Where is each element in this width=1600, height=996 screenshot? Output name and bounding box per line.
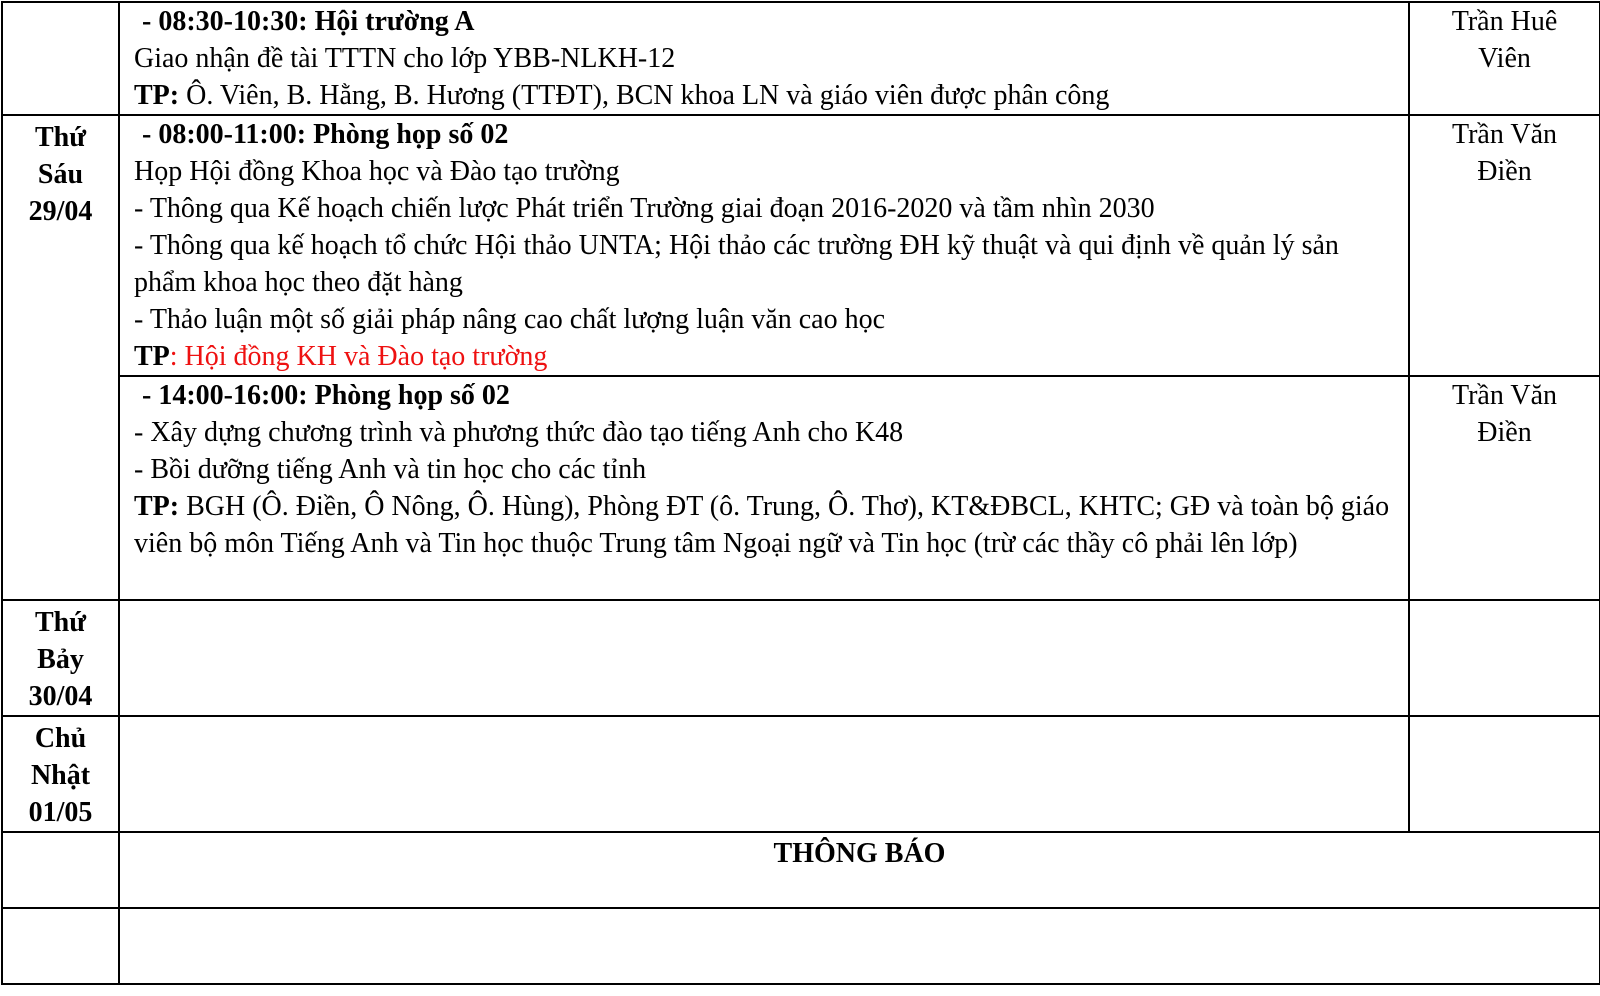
presider-line: Trần Văn	[1451, 380, 1557, 411]
schedule-table	[1, 1, 1600, 985]
schedule-row-saturday	[2, 600, 1600, 716]
event-line: Họp Hội đồng Khoa học và Đào tạo trường	[134, 156, 620, 187]
day-cell-saturday	[2, 600, 119, 716]
day-date: 29/04	[28, 196, 93, 227]
presider-cell	[1409, 2, 1600, 115]
notice-body-row	[2, 908, 1600, 984]
event-time: - 08:30-10:30: Hội trường A	[142, 6, 475, 37]
day-name: Thứ	[34, 122, 87, 153]
schedule-row-2	[2, 115, 1600, 376]
event-line: Giao nhận đề tài TTTN cho lớp YBB-NLKH-12	[134, 43, 676, 74]
notice-title: THÔNG BÁO	[119, 832, 1600, 908]
event-time: - 08:00-11:00: Phòng họp số 02	[142, 119, 509, 150]
day-cell-empty	[2, 2, 119, 115]
event-participants	[134, 338, 1396, 375]
event-line: - Xây dựng chương trình và phương thức đào tạo tiếng Anh cho K48	[134, 417, 904, 448]
notice-day-cell-empty	[2, 908, 119, 984]
notice-header-row	[2, 832, 1600, 908]
event-participants	[134, 488, 1396, 562]
notice-day-cell-empty	[2, 832, 119, 908]
schedule-row-1	[2, 2, 1600, 115]
day-date: 30/04	[28, 681, 93, 712]
schedule-row-sunday	[2, 716, 1600, 832]
event-cell	[119, 115, 1409, 376]
event-line: - Thông qua Kế hoạch chiến lược Phát triển Trường giai đoạn 2016-2020 và tầm nhìn 2030	[134, 193, 1155, 224]
presider-cell-empty	[1409, 716, 1600, 832]
event-cell-empty	[119, 600, 1409, 716]
tp-label: TP	[134, 341, 170, 372]
tp-label: TP:	[134, 491, 180, 522]
event-cell-empty	[119, 716, 1409, 832]
event-line: - Bồi dưỡng tiếng Anh và tin học cho các tỉnh	[134, 454, 647, 485]
event-line: - Thảo luận một số giải pháp nâng cao chất lượng luận văn cao học	[134, 304, 886, 335]
presider-line: Điền	[1477, 156, 1532, 187]
notice-body-empty	[119, 908, 1600, 984]
day-name: Nhật	[30, 760, 91, 791]
day-cell-friday	[2, 115, 119, 600]
presider-line: Trần Văn	[1451, 119, 1557, 150]
schedule-row-3	[2, 376, 1600, 600]
presider-line: Trần Huê	[1451, 6, 1558, 37]
day-date: 01/05	[28, 797, 93, 828]
event-participants	[134, 77, 1396, 114]
day-cell-sunday	[2, 716, 119, 832]
event-time: - 14:00-16:00: Phòng họp số 02	[142, 380, 510, 411]
tp-text: BGH (Ô. Điền, Ô Nông, Ô. Hùng), Phòng ĐT (ô. Trung, Ô. Thơ), KT&ĐBCL, KHTC; GĐ và toàn bộ giáo viên bộ môn Tiếng Anh và Tin học thuộc Trung tâm Ngoại ngữ và Tin học (trừ các thầy cô phải lên lớp)	[134, 491, 1390, 559]
tp-label: TP:	[134, 80, 180, 111]
presider-line: Điền	[1477, 417, 1532, 448]
presider-cell	[1409, 115, 1600, 376]
tp-text: Ô. Viên, B. Hằng, B. Hương (TTĐT), BCN khoa LN và giáo viên được phân công	[179, 80, 1110, 111]
day-name: Chủ	[34, 723, 87, 754]
day-name: Bảy	[37, 644, 84, 675]
event-line: - Thông qua kế hoạch tổ chức Hội thảo UNTA; Hội thảo các trường ĐH kỹ thuật và qui định về quản lý sản phẩm khoa học theo đặt hàng	[134, 230, 1339, 298]
presider-cell-empty	[1409, 600, 1600, 716]
event-cell	[119, 2, 1409, 115]
presider-line: Viên	[1478, 43, 1531, 74]
presider-cell	[1409, 376, 1600, 600]
event-cell	[119, 376, 1409, 600]
day-name: Thứ	[34, 607, 87, 638]
tp-text: : Hội đồng KH và Đào tạo trường	[169, 341, 548, 372]
day-name: Sáu	[37, 159, 84, 190]
